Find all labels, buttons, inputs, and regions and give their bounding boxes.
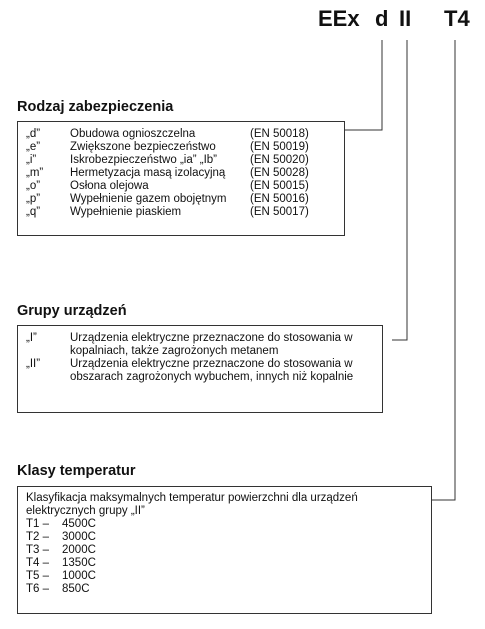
code-temperature: T4: [444, 6, 470, 31]
group-desc: Urządzenia elektryczne przeznaczone do stosowania w kopalniach, także zagrożonych metanem: [70, 332, 353, 357]
groups-title: Grupy urządzeń: [17, 303, 127, 319]
temperature-row: [18, 557, 431, 570]
protection-desc: Iskrobezpieczeństwo „ia” „Ib”: [70, 154, 217, 166]
protection-desc: Zwiększone bezpieczeństwo: [70, 141, 216, 153]
temperature-value: 450: [62, 518, 82, 530]
temperature-value: 135: [62, 557, 82, 569]
protection-key: „o”: [26, 180, 41, 192]
protection-key: „i”: [26, 154, 37, 166]
protection-desc: Wypełnienie gazem obojętnym: [70, 193, 227, 205]
temperature-row: [18, 544, 431, 557]
code-protection: d: [375, 6, 389, 31]
temperature-box: [17, 486, 432, 614]
protection-row: [18, 154, 344, 167]
code-group: II: [399, 6, 412, 31]
temperature-unit: 0C: [81, 570, 96, 582]
temperature-value: 100: [62, 570, 82, 582]
group-row: [18, 358, 382, 384]
connector-protection: [345, 40, 382, 130]
protection-row: [18, 193, 344, 206]
temperature-unit: 0C: [81, 531, 96, 543]
temperature-row: [18, 531, 431, 544]
temperature-intro: Klasyfikacja maksymalnych temperatur powierzchni dla urządzeń elektrycznych grupy „II”: [26, 492, 358, 517]
protection-desc: Obudowa ognioszczelna: [70, 128, 196, 140]
group-row: [18, 332, 382, 358]
temperature-value: 85: [62, 583, 75, 595]
temperature-unit: 0C: [81, 518, 96, 530]
temperature-row: [18, 583, 431, 596]
protection-norm: (EN 50028): [250, 167, 309, 179]
temperature-row: [18, 518, 431, 531]
protection-desc: Wypełnienie piaskiem: [70, 206, 182, 218]
temperature-class: T1 –: [26, 518, 50, 530]
protection-norm: (EN 50017): [250, 206, 309, 218]
protection-row: [18, 128, 344, 141]
temperature-class: T4 –: [26, 557, 50, 569]
protection-row: [18, 167, 344, 180]
group-key: „I”: [26, 332, 37, 344]
groups-box: [17, 325, 383, 413]
temperature-row: [18, 570, 431, 583]
protection-row: [18, 180, 344, 193]
protection-norm: (EN 50016): [250, 193, 309, 205]
temperature-class: T2 –: [26, 531, 50, 543]
temperature-class: T3 –: [26, 544, 50, 556]
protection-desc: Osłona olejowa: [70, 180, 149, 192]
protection-key: „q”: [26, 206, 41, 218]
connector-group: [392, 40, 407, 340]
group-key: „II”: [26, 358, 41, 370]
temperature-title: Klasy temperatur: [17, 463, 136, 479]
group-desc: Urządzenia elektryczne przeznaczone do stosowania w obszarach zagrożonych wybuchem, innych niż kopalnie: [70, 358, 354, 383]
protection-key: „m”: [26, 167, 44, 179]
temperature-unit: 0C: [81, 557, 96, 569]
temperature-class: T6 –: [26, 583, 50, 595]
protection-row: [18, 141, 344, 154]
protection-norm: (EN 50018): [250, 128, 309, 140]
temperature-value: 200: [62, 544, 82, 556]
code-ex: EEx: [318, 6, 360, 31]
temperature-class: T5 –: [26, 570, 50, 582]
protection-desc: Hermetyzacja masą izolacyjną: [70, 167, 226, 179]
protection-row: [18, 206, 344, 219]
protection-key: „p”: [26, 193, 41, 205]
protection-norm: (EN 50015): [250, 180, 309, 192]
protection-box: [17, 121, 345, 236]
temperature-value: 300: [62, 531, 82, 543]
protection-title: Rodzaj zabezpieczenia: [17, 99, 174, 115]
temperature-unit: 0C: [74, 583, 90, 595]
protection-key: „e”: [26, 141, 41, 153]
protection-key: „d”: [26, 128, 41, 140]
protection-norm: (EN 50019): [250, 141, 309, 153]
temperature-unit: 0C: [81, 544, 96, 556]
protection-norm: (EN 50020): [250, 154, 309, 166]
connector-temperature: [432, 40, 455, 500]
